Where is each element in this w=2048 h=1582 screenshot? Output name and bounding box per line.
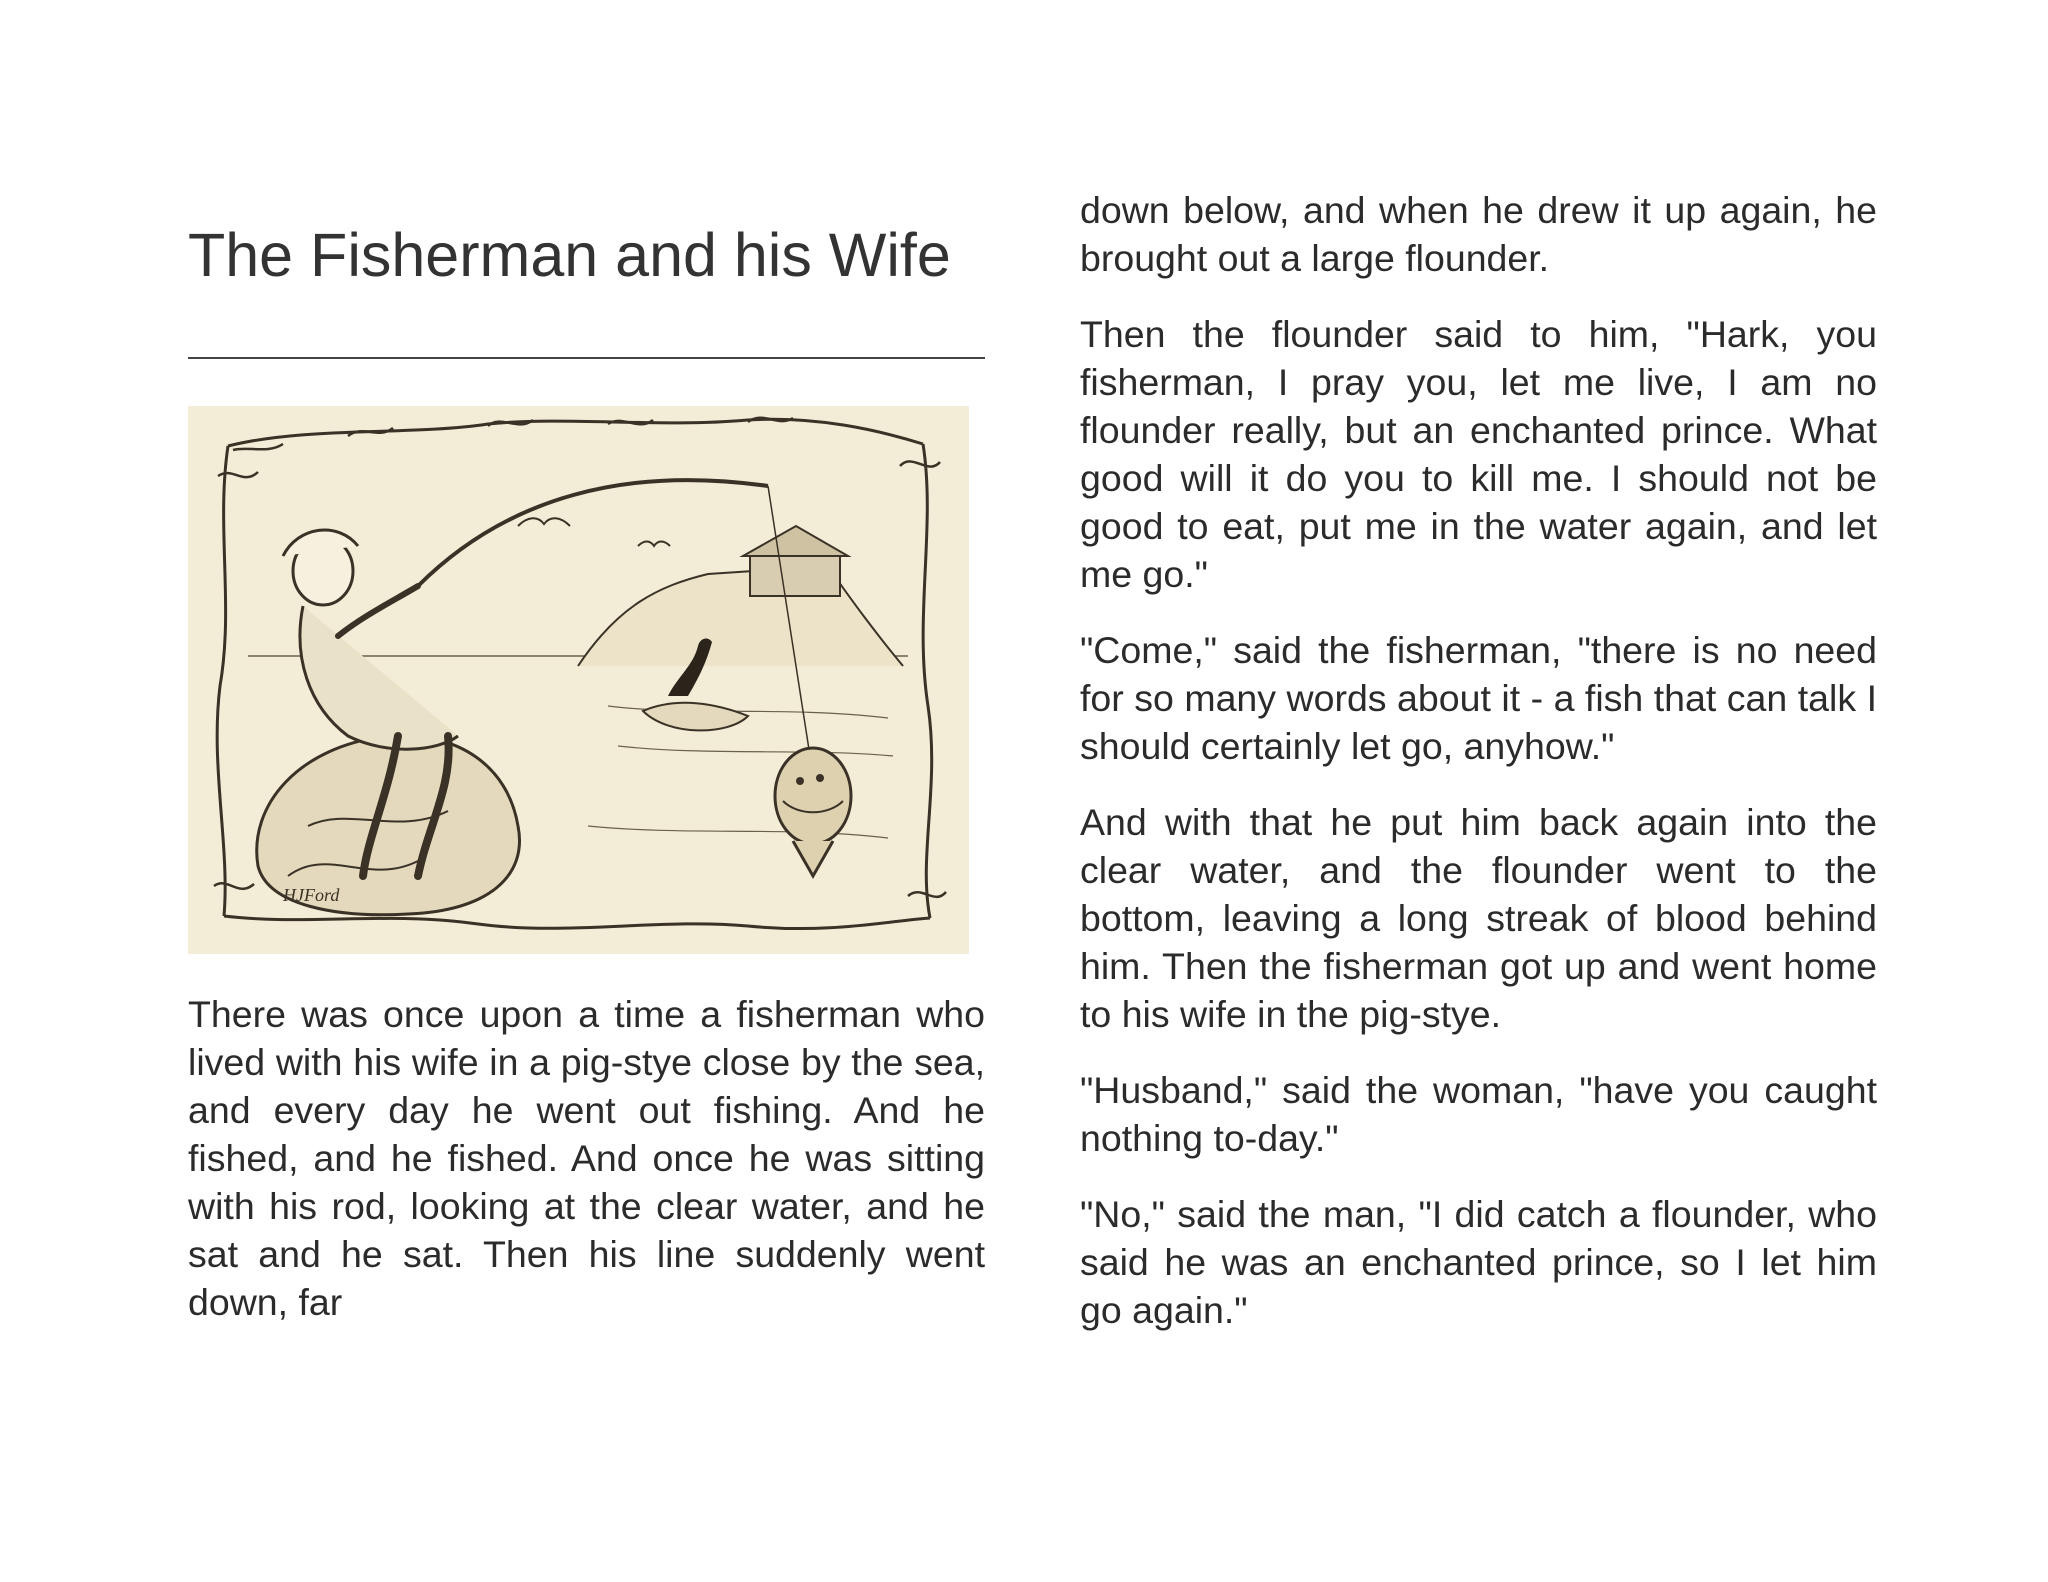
story-paragraph: There was once upon a time a fisherman who lived with his wife in a pig-stye close by the sea, and every day he went out fishing. And he fished, and he fished. And once he was sitting with his rod, looking at the clear water, and he sat and he sat. Then his line suddenly went down, far xyxy=(188,993,985,1323)
story-paragraph: down below, and when he drew it up again, he brought out a large flounder. xyxy=(1080,189,1877,279)
story-paragraph: "Husband," said the woman, "have you caught nothing to-day." xyxy=(1080,1069,1877,1159)
story-paragraph: Then the flounder said to him, "Hark, you fisherman, I pray you, let me live, I am no flounder really, but an enchanted prince. What good will it do you to kill me. I should not be good to eat, put me in the water again, and let me go." xyxy=(1080,313,1877,595)
story-paragraph: And with that he put him back again into the clear water, and the flounder went to the bottom, leaving a long streak of blood behind him. Then the fisherman got up and went home to his wife in the pig-stye. xyxy=(1080,801,1877,1035)
fisherman-illustration xyxy=(188,406,969,954)
left-text-block xyxy=(188,990,985,1326)
page-title: The Fisherman and his Wife xyxy=(188,221,951,289)
illustrator-signature: HJFord xyxy=(283,885,340,905)
story-paragraph: "No," said the man, "I did catch a flounder, who said he was an enchanted prince, so I let him go again." xyxy=(1080,1193,1877,1331)
title-divider xyxy=(188,357,985,359)
story-paragraph: "Come," said the fisherman, "there is no need for so many words about it - a fish that can talk I should certainly let go, anyhow." xyxy=(1080,629,1877,767)
right-column xyxy=(1080,186,1877,1362)
